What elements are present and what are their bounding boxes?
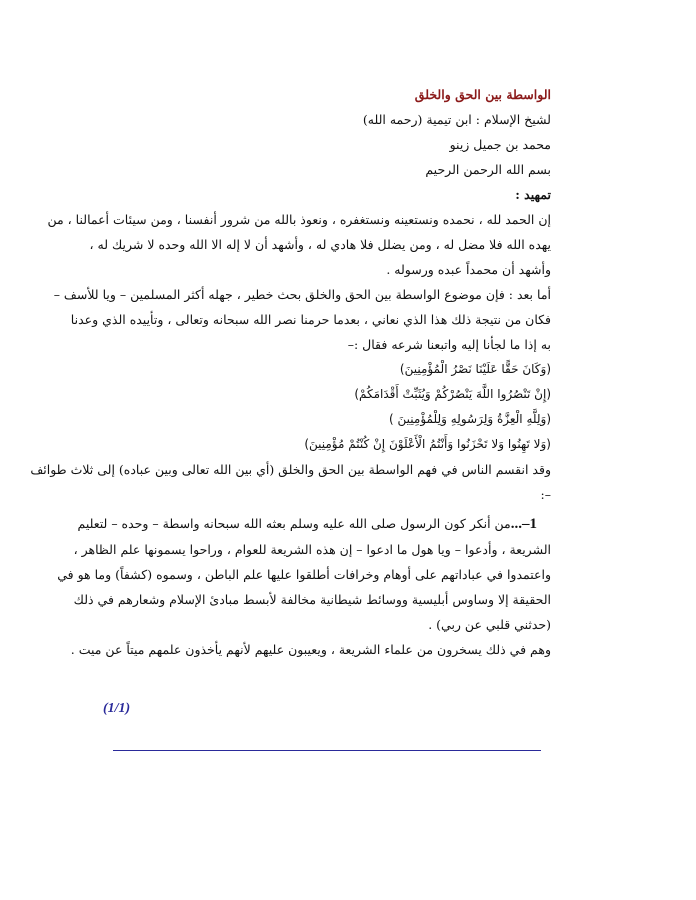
body-line-1: أما بعد : فإن موضوع الواسطة بين الحق والخلق بحث خطير ، جهله أكثر المسلمين – ويا للأسف – (53, 287, 551, 302)
item-1-line-1: الشريعة ، وأدعوا – ويا هول ما ادعوا – إن هذه الشريعة للعوام ، وراحوا يسمونها علم الظاهر ، (73, 542, 551, 557)
author-line: لشيخ الإسلام : ابن تيمية (رحمه الله) (362, 112, 551, 127)
item-1-line-5: وهم في ذلك يسخرون من علماء الشريعة ، ويعيبون عليهم لأنهم يأخذون علمهم ميتاً عن ميت . (70, 642, 551, 657)
page-number: (1/1) (103, 701, 131, 716)
document-title: الواسطة بين الحق والخلق (414, 87, 551, 102)
compiler-line: محمد بن جميل زينو (449, 137, 551, 152)
intro-heading: تمهيد : (515, 187, 551, 202)
item-1-line-2: واعتمدوا في عباداتهم على أوهام وخرافات أطلقوا عليها علم الباطن ، وسموه (كشفاً) وما هو في (57, 567, 551, 582)
footer-divider (113, 750, 541, 751)
verse-2: (إِنْ تَنْصُرُوا اللَّهَ يَنْصُرْكُمْ وَيُثَبِّتْ أَقْدَامَكُمْ) (354, 387, 551, 401)
intro-line-3: وأشهد أن محمداً عبده ورسوله . (386, 262, 551, 277)
item-1-line-3: الحقيقة إلا وساوس أبليسية ووسائط شيطانية مخالفة لأبسط مبادئ الإسلام وشعارهم في ذلك (73, 592, 551, 607)
intro-line-2: يهده الله فلا مضل له ، ومن يضلل فلا هادي له ، وأشهد أن لا إله الا الله وحده لا شريك له ، (89, 237, 551, 252)
document-body (30, 82, 551, 662)
verse-4: (وَلا تَهِنُوا وَلا تَحْزَنُوا وَأَنْتُمُ الْأَعْلَوْنَ إِنْ كُنْتُمْ مُؤْمِنِينَ) (304, 437, 551, 451)
division-line-2: –: (540, 487, 551, 502)
item-1-lead-text: من أنكر كون الرسول صلى الله عليه وسلم بعثه الله سبحانه واسطة – وحده – لتعليم (77, 516, 511, 531)
division-line-1: وقد انقسم الناس في فهم الواسطة بين الحق والخلق (أي بين الله تعالى وبين عباده) إلى ثلاث طوائف (30, 462, 551, 477)
item-1-line-4: (حدثني قلبي عن ربي) . (428, 617, 551, 632)
basmala-line: بسم الله الرحمن الرحيم (425, 162, 551, 177)
item-1-lead (77, 511, 551, 537)
verse-3: (وَلِلَّهِ الْعِزَّةُ وَلِرَسُولِهِ وَلِلْمُؤْمِنِينَ ) (389, 412, 551, 426)
body-line-2: فكان من نتيجة ذلك هذا الذي نعاني ، بعدما حرمنا نصر الله سبحانه وتعالى ، وتأييده الذي وعدنا (70, 312, 551, 327)
intro-line-1: إن الحمد لله ، نحمده ونستعينه ونستغفره ، ونعوذ بالله من شرور أنفسنا ، ومن سيئات أعمالنا ، من (47, 212, 551, 227)
body-line-3: به إذا ما لجأنا إليه واتبعنا شرعه فقال :– (347, 337, 551, 352)
verse-1: (وَكَانَ حَقًّا عَلَيْنَا نَصْرُ الْمُؤْمِنِينَ) (399, 362, 551, 376)
item-1-number: 1–... (510, 516, 537, 532)
